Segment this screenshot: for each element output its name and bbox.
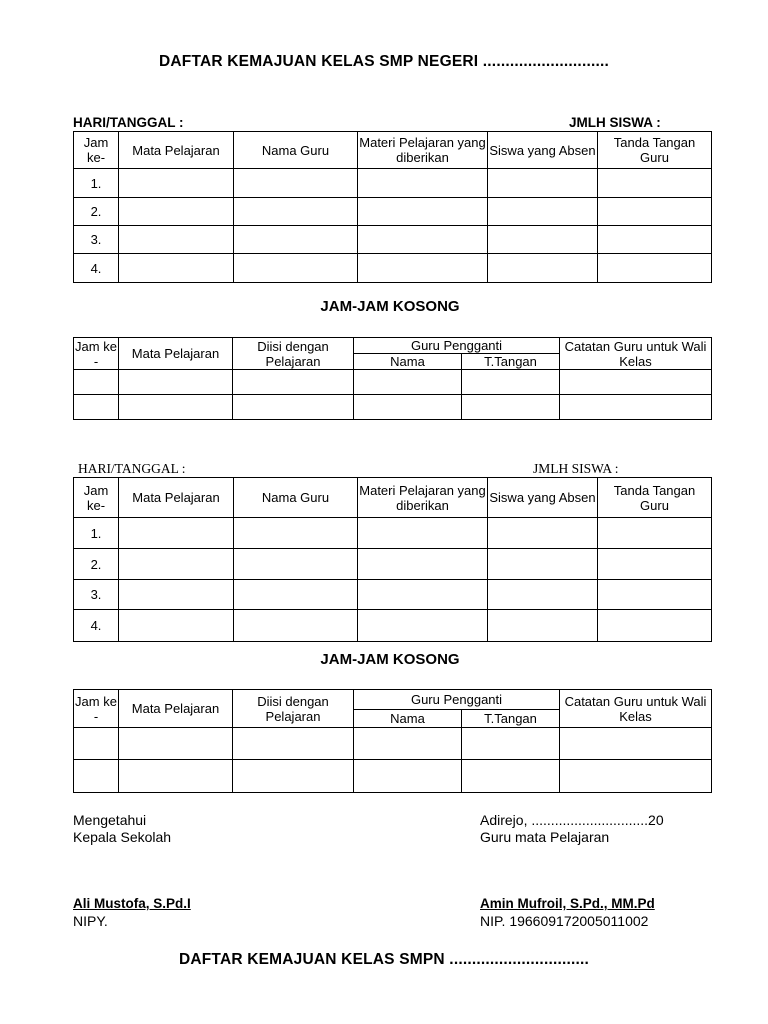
table-cell[interactable] (354, 728, 462, 760)
table-row (74, 518, 712, 549)
table-cell[interactable] (234, 169, 358, 198)
header-jam: Jam ke- (74, 478, 119, 518)
row-number: 1. (74, 169, 119, 198)
header-catatan: Catatan Guru untuk Wali Kelas (560, 690, 712, 728)
table-cell[interactable] (560, 760, 712, 793)
table-cell[interactable] (598, 580, 712, 610)
table-cell[interactable] (598, 610, 712, 642)
progress-table (73, 131, 712, 283)
table-row (74, 226, 712, 254)
table-cell[interactable] (119, 728, 233, 760)
table-cell[interactable] (560, 395, 712, 420)
teacher-id: NIP. 196609172005011002 (480, 913, 649, 929)
table-cell[interactable] (119, 395, 233, 420)
document-title: DAFTAR KEMAJUAN KELAS SMP NEGERI ............................ (159, 53, 609, 70)
empty-hours-title: JAM-JAM KOSONG (320, 651, 460, 668)
table-cell[interactable] (560, 728, 712, 760)
header-diisi: Diisi dengan Pelajaran (233, 338, 354, 370)
header-nama: Nama (354, 354, 462, 370)
table-cell[interactable] (233, 370, 354, 395)
teacher-name: Amin Mufroil, S.Pd., MM.Pd (480, 896, 655, 911)
table-header-row (74, 132, 712, 169)
table-cell[interactable] (233, 395, 354, 420)
table-header-row (74, 338, 712, 354)
table-row (74, 728, 712, 760)
table-cell[interactable] (358, 254, 488, 283)
table-cell[interactable] (462, 395, 560, 420)
header-nama-guru: Nama Guru (234, 478, 358, 518)
table-cell[interactable] (119, 760, 233, 793)
principal-name: Ali Mustofa, S.Pd.I (73, 896, 191, 911)
header-ttangan: T.Tangan (462, 710, 560, 728)
table-cell[interactable] (119, 226, 234, 254)
table-cell[interactable] (488, 254, 598, 283)
table-cell[interactable] (119, 580, 234, 610)
table-cell[interactable] (74, 760, 119, 793)
table-cell[interactable] (234, 226, 358, 254)
header-jam: Jam ke - (74, 690, 119, 728)
table-cell[interactable] (354, 395, 462, 420)
table-cell[interactable] (234, 549, 358, 580)
table-cell[interactable] (233, 760, 354, 793)
table-cell[interactable] (74, 370, 119, 395)
table-cell[interactable] (233, 728, 354, 760)
table-cell[interactable] (234, 610, 358, 642)
table-row (74, 610, 712, 642)
table-cell[interactable] (462, 728, 560, 760)
table-row (74, 580, 712, 610)
table-cell[interactable] (488, 169, 598, 198)
table-cell[interactable] (598, 198, 712, 226)
table-cell[interactable] (119, 169, 234, 198)
table-cell[interactable] (488, 549, 598, 580)
header-mata-pelajaran: Mata Pelajaran (119, 478, 234, 518)
table-cell[interactable] (119, 370, 233, 395)
table-cell[interactable] (488, 226, 598, 254)
table-cell[interactable] (560, 370, 712, 395)
table-cell[interactable] (358, 610, 488, 642)
header-catatan: Catatan Guru untuk Wali Kelas (560, 338, 712, 370)
table-cell[interactable] (488, 580, 598, 610)
table-cell[interactable] (462, 370, 560, 395)
row-number: 4. (74, 254, 119, 283)
table-cell[interactable] (488, 610, 598, 642)
table-header-row (74, 690, 712, 710)
acknowledged-label: Mengetahui (73, 812, 147, 828)
header-nama: Nama (354, 710, 462, 728)
table-cell[interactable] (119, 254, 234, 283)
table-cell[interactable] (354, 370, 462, 395)
table-cell[interactable] (462, 760, 560, 793)
header-guru-pengganti: Guru Pengganti (354, 690, 560, 710)
header-siswa-absen: Siswa yang Absen (488, 132, 598, 169)
table-cell[interactable] (74, 728, 119, 760)
table-cell[interactable] (598, 169, 712, 198)
header-jam: Jam ke- (74, 132, 119, 169)
table-cell[interactable] (119, 198, 234, 226)
principal-id: NIPY. (73, 913, 108, 929)
row-number: 3. (74, 580, 119, 610)
next-page-title: DAFTAR KEMAJUAN KELAS SMPN ............................... (178, 951, 590, 968)
header-materi: Materi Pelajaran yang diberikan (358, 478, 488, 518)
student-count-label: JMLH SISWA : (533, 461, 619, 476)
header-tanda-tangan: Tanda Tangan Guru (598, 132, 712, 169)
row-number: 4. (74, 610, 119, 642)
table-cell[interactable] (234, 580, 358, 610)
table-cell[interactable] (234, 518, 358, 549)
table-cell[interactable] (234, 198, 358, 226)
empty-hours-title: JAM-JAM KOSONG (320, 298, 460, 315)
table-cell[interactable] (358, 226, 488, 254)
row-number: 2. (74, 549, 119, 580)
date-label: HARI/TANGGAL : (73, 115, 184, 130)
table-cell[interactable] (358, 549, 488, 580)
table-row (74, 395, 712, 420)
table-header-row (74, 478, 712, 518)
table-row (74, 760, 712, 793)
table-cell[interactable] (354, 760, 462, 793)
place-date-line: Adirejo, ..............................20 (480, 812, 664, 828)
empty-hours-table (73, 689, 712, 793)
progress-table (73, 477, 712, 642)
header-mata-pelajaran: Mata Pelajaran (119, 338, 233, 370)
table-cell[interactable] (358, 518, 488, 549)
table-cell[interactable] (358, 580, 488, 610)
row-number: 3. (74, 226, 119, 254)
date-label: HARI/TANGGAL : (78, 461, 186, 476)
student-count-label: JMLH SISWA : (569, 115, 661, 130)
table-cell[interactable] (74, 395, 119, 420)
table-row (74, 370, 712, 395)
table-cell[interactable] (234, 254, 358, 283)
principal-label: Kepala Sekolah (73, 829, 172, 845)
table-row (74, 254, 712, 283)
header-materi: Materi Pelajaran yang diberikan (358, 132, 488, 169)
table-row (74, 549, 712, 580)
header-tanda-tangan: Tanda Tangan Guru (598, 478, 712, 518)
header-diisi: Diisi dengan Pelajaran (233, 690, 354, 728)
empty-hours-table (73, 337, 712, 420)
header-ttangan: T.Tangan (462, 354, 560, 370)
table-cell[interactable] (598, 518, 712, 549)
table-cell[interactable] (119, 518, 234, 549)
header-mata-pelajaran: Mata Pelajaran (119, 132, 234, 169)
table-cell[interactable] (598, 254, 712, 283)
table-cell[interactable] (119, 610, 234, 642)
table-cell[interactable] (358, 169, 488, 198)
table-cell[interactable] (488, 198, 598, 226)
header-guru-pengganti: Guru Pengganti (354, 338, 560, 354)
table-cell[interactable] (488, 518, 598, 549)
header-mata-pelajaran: Mata Pelajaran (119, 690, 233, 728)
subject-teacher-label: Guru mata Pelajaran (480, 829, 610, 845)
header-nama-guru: Nama Guru (234, 132, 358, 169)
header-siswa-absen: Siswa yang Absen (488, 478, 598, 518)
table-cell[interactable] (119, 549, 234, 580)
table-cell[interactable] (598, 226, 712, 254)
row-number: 1. (74, 518, 119, 549)
table-cell[interactable] (598, 549, 712, 580)
table-cell[interactable] (358, 198, 488, 226)
row-number: 2. (74, 198, 119, 226)
table-row (74, 169, 712, 198)
header-jam: Jam ke - (75, 338, 117, 369)
table-row (74, 198, 712, 226)
